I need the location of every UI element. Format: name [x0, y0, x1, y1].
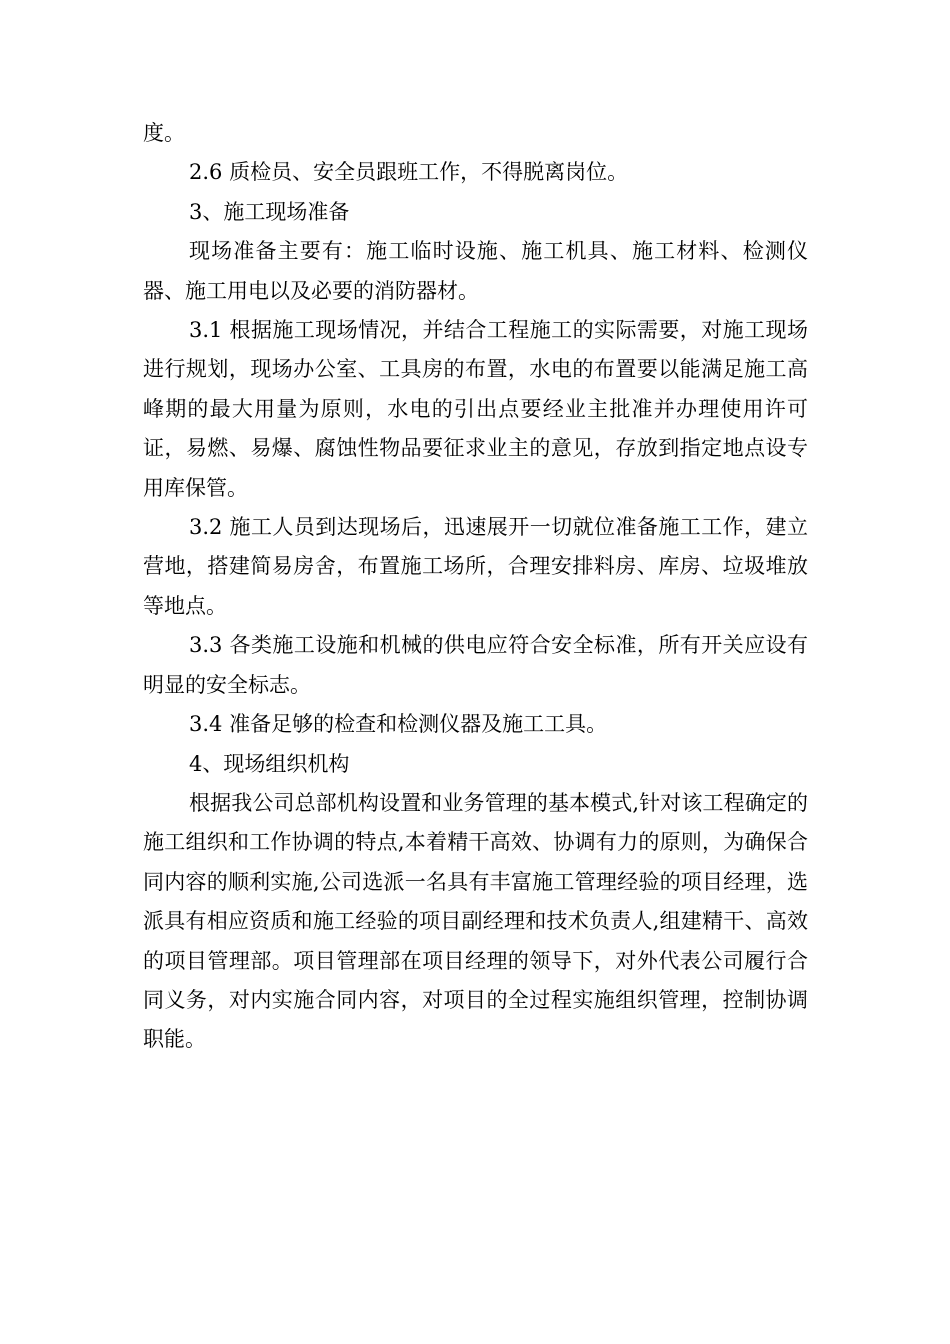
paragraph-3-1: 3.1 根据施工现场情况，并结合工程施工的实际需要，对施工现场进行规划，现场办公室、工具房的布置，水电的布置要以能满足施工高峰期的最大用量为原则，水电的引出点要经业主批准并办理使用许可证，易燃、易爆、腐蚀性物品要征求业主的意见，存放到指定地点设专用库保管。	[143, 318, 808, 500]
paragraph-organization: 根据我公司总部机构设置和业务管理的基本模式,针对该工程确定的施工组织和工作协调的特点,本着精干高效、协调有力的原则，为确保合同内容的顺利实施,公司选派一名具有丰富施工管理经验的项目经理，选派具有相应资质和施工经验的项目副经理和技术负责人,组建精干、高效的项目管理部。项目管理部在项目经理的领导下，对外代表公司履行合同义务，对内实施合同内容，对项目的全过程实施组织管理，控制协调职能。	[143, 790, 808, 1052]
paragraph-3-2: 3.2 施工人员到达现场后，迅速展开一切就位准备施工工作，建立营地，搭建简易房舍，布置施工场所，合理安排料房、库房、垃圾堆放等地点。	[143, 515, 808, 618]
paragraph-site-preparation: 现场准备主要有：施工临时设施、施工机具、施工材料、检测仪器、施工用电以及必要的消防器材。	[143, 239, 808, 303]
paragraph-2-6: 2.6 质检员、安全员跟班工作，不得脱离岗位。	[189, 160, 629, 185]
paragraph-continuation: 度。	[143, 121, 185, 145]
document-body	[143, 114, 808, 1060]
paragraph-3-3: 3.3 各类施工设施和机械的供电应符合安全标准，所有开关应设有明显的安全标志。	[143, 633, 808, 697]
section-heading-4: 4、现场组织机构	[189, 751, 350, 776]
paragraph-3-4: 3.4 准备足够的检查和检测仪器及施工工具。	[189, 712, 608, 737]
section-heading-3: 3、施工现场准备	[189, 199, 350, 224]
